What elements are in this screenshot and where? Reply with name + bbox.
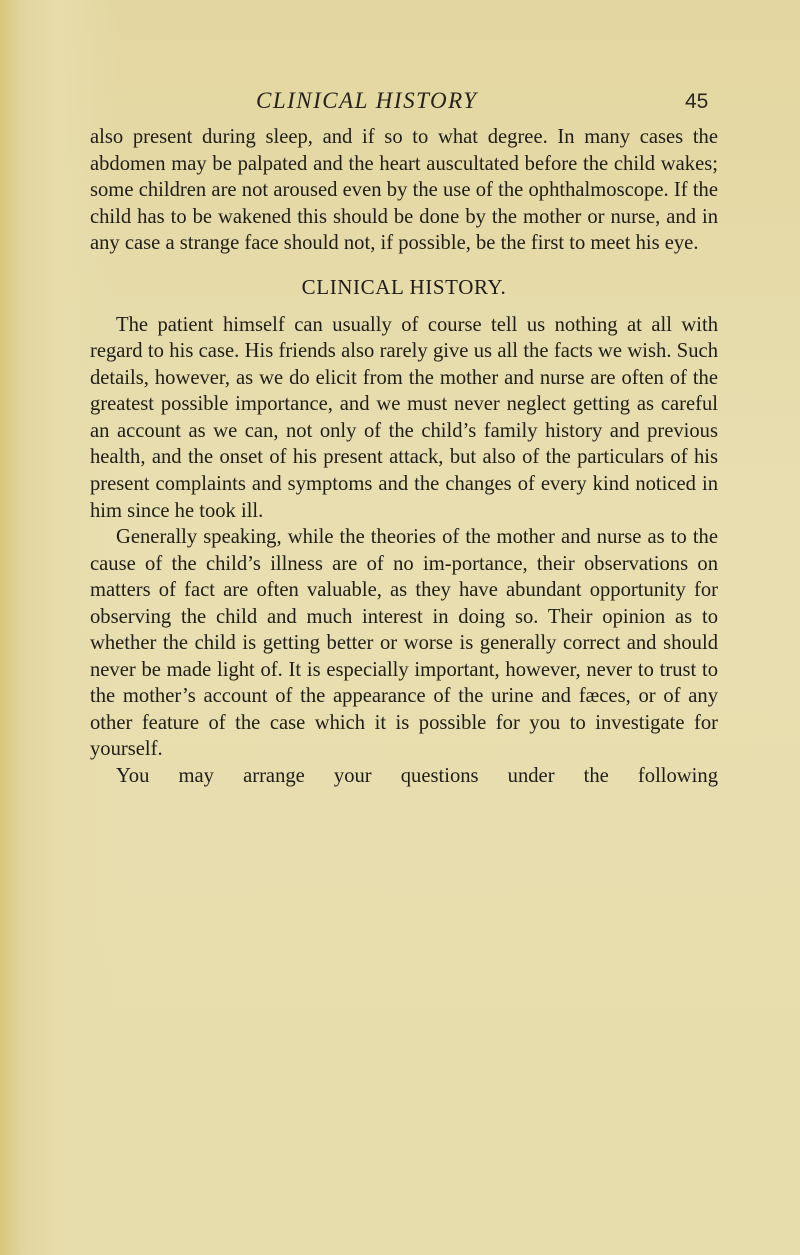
body-text (90, 124, 718, 790)
paragraph-patient: The patient himself can usually of course tell us nothing at all with regard to his case. His friends also rarely give us all the facts we wish. Such details, however, as we do elicit from the mother and nurse are often of the greatest possible importance, and we must never neglect getting as careful an account as we can, not only of the child’s family history and previous health, and the onset of his present attack, but also of the particulars of his present complaints and symptoms and the changes of every kind noticed in him since he took ill. (90, 313, 718, 522)
paragraph-generally: Generally speaking, while the theories of the mother and nurse as to the cause of the child’s illness are of no im-portance, their observations on matters of fact are often valuable, as they have abundant opportunity for observing the child and much interest in doing so. Their opinion as to whether the child is getting better or worse is generally correct and should never be made light of. It is especially important, however, never to trust to the mother’s account of the appearance of the urine and fæces, or of any other feature of the case which it is possible for you to investigate for yourself. (90, 526, 718, 761)
paragraph-continuation: also present during sleep, and if so to what degree. In many cases the abdomen may be palpated and the heart auscultated before the child wakes; some children are not aroused even by the use of the ophthalmoscope. If the child has to be wakened this should be done by the mother or nurse, and in any case a strange face should not, if possible, be the first to meet his eye. (90, 126, 718, 255)
running-head-title: CLINICAL HISTORY (256, 88, 478, 113)
page-number: 45 (685, 90, 709, 113)
paragraph-arrange: You may arrange your questions under the following (116, 765, 718, 788)
running-head (0, 88, 800, 118)
section-heading: CLINICAL HISTORY. (301, 274, 507, 299)
